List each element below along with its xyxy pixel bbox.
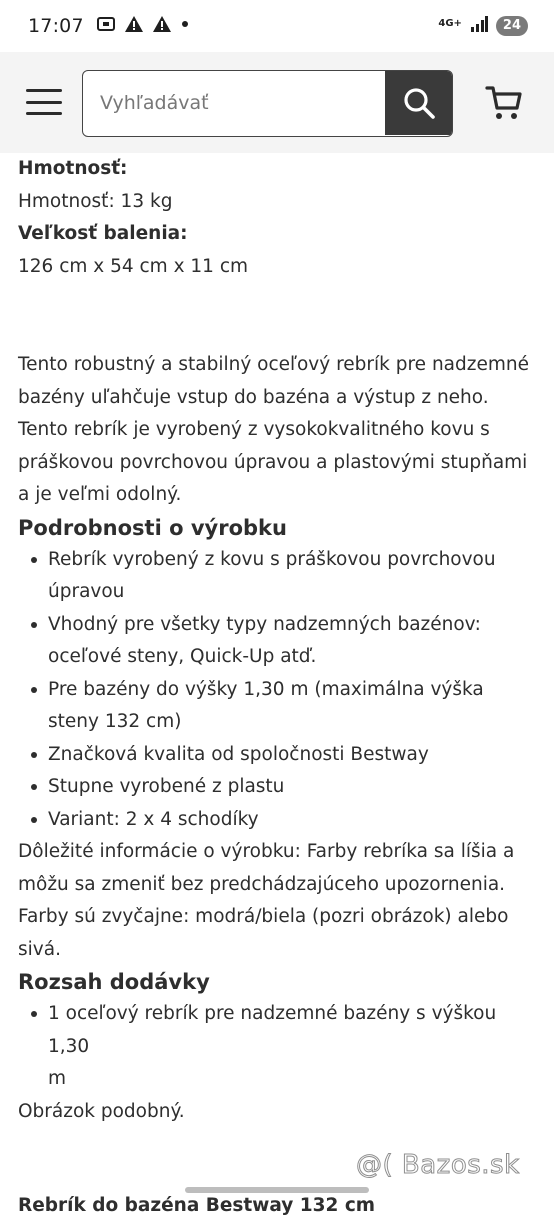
battery-indicator: 24 (496, 16, 528, 36)
app-header (0, 52, 554, 153)
description-line: a je veľmi odolný. (18, 484, 182, 505)
list-item (30, 739, 536, 772)
details-heading: Podrobnosti o výrobku (18, 515, 287, 540)
package-size-label: Veľkosť balenia: (18, 223, 188, 244)
list-item (30, 544, 536, 609)
dot-icon (180, 15, 190, 38)
list-item (30, 609, 536, 674)
network-label: 4G+ (438, 18, 462, 29)
delivery-list (18, 998, 536, 1096)
site-watermark: @( Bazos.sk (356, 1150, 520, 1180)
list-item-text: Značková kvalita od spoločnosti Bestway (48, 743, 429, 765)
list-item-text: oceľové steny, Quick-Up atď. (48, 646, 317, 667)
list-item-text: úpravou (48, 581, 125, 602)
important-note (18, 836, 536, 966)
weight-value: Hmotnosť: 13 kg (18, 190, 173, 212)
description-line: Tento rebrík je vyrobený z vysokokvalitného kovu s (18, 419, 490, 440)
list-item-text: m (48, 1068, 67, 1089)
status-time: 17:07 (28, 15, 84, 37)
note-line: môžu sa zmeniť bez predchádzajúceho upozornenia. (18, 873, 506, 895)
search-box (82, 70, 453, 137)
description-line: Tento robustný a stabilný oceľový rebrík pre nadzemné (18, 354, 529, 375)
list-item-text: Stupne vyrobené z plastu (48, 776, 285, 797)
hamburger-menu-icon[interactable] (26, 89, 62, 117)
list-item-text: 1 oceľový rebrík pre nadzemné bazény s výškou 1,30 (48, 1003, 497, 1057)
screenshot-icon (96, 15, 116, 38)
details-list (18, 544, 536, 837)
cart-icon[interactable] (484, 83, 524, 123)
image-note: Obrázok podobný. (18, 1100, 185, 1122)
list-item-text: Pre bazény do výšky 1,30 m (maximálna výška (48, 678, 484, 700)
warning-icon (152, 15, 172, 38)
list-item (30, 771, 536, 804)
list-item-text: Rebrík vyrobený z kovu s práškovou povrchovou (48, 548, 496, 570)
gesture-navigation-bar[interactable] (185, 1187, 369, 1193)
description-line: práškovou povrchovou úpravou a plastovými stupňami (18, 451, 528, 473)
search-button[interactable] (385, 71, 452, 135)
list-item (30, 674, 536, 739)
note-line: Dôležité informácie o výrobku: Farby rebríka sa líšia a (18, 841, 515, 862)
list-item-text: Vhodný pre všetky typy nadzemných bazénov: (48, 613, 481, 635)
delivery-heading: Rozsah dodávky (18, 970, 210, 994)
weight-label: Hmotnosť: (18, 158, 128, 179)
product-title: Rebrík do bazéna Bestway 132 cm (18, 1195, 376, 1216)
package-size-value: 126 cm x 54 cm x 11 cm (18, 255, 249, 277)
warning-icon (124, 15, 144, 38)
status-bar (0, 0, 554, 52)
list-item-text: Variant: 2 x 4 schodíky (48, 808, 259, 830)
search-input[interactable] (83, 71, 385, 135)
list-item-text: steny 132 cm) (48, 711, 182, 732)
note-line: sivá. (18, 938, 61, 960)
list-item (30, 804, 536, 837)
note-line: Farby sú zvyčajne: modrá/biela (pozri obrázok) alebo (18, 906, 509, 927)
product-description (0, 153, 554, 1223)
description-paragraph (18, 349, 536, 512)
search-icon (402, 86, 436, 120)
signal-icon (470, 15, 488, 37)
list-item (30, 998, 536, 1096)
description-line: bazény uľahčuje vstup do bazéna a výstup z neho. (18, 386, 489, 408)
